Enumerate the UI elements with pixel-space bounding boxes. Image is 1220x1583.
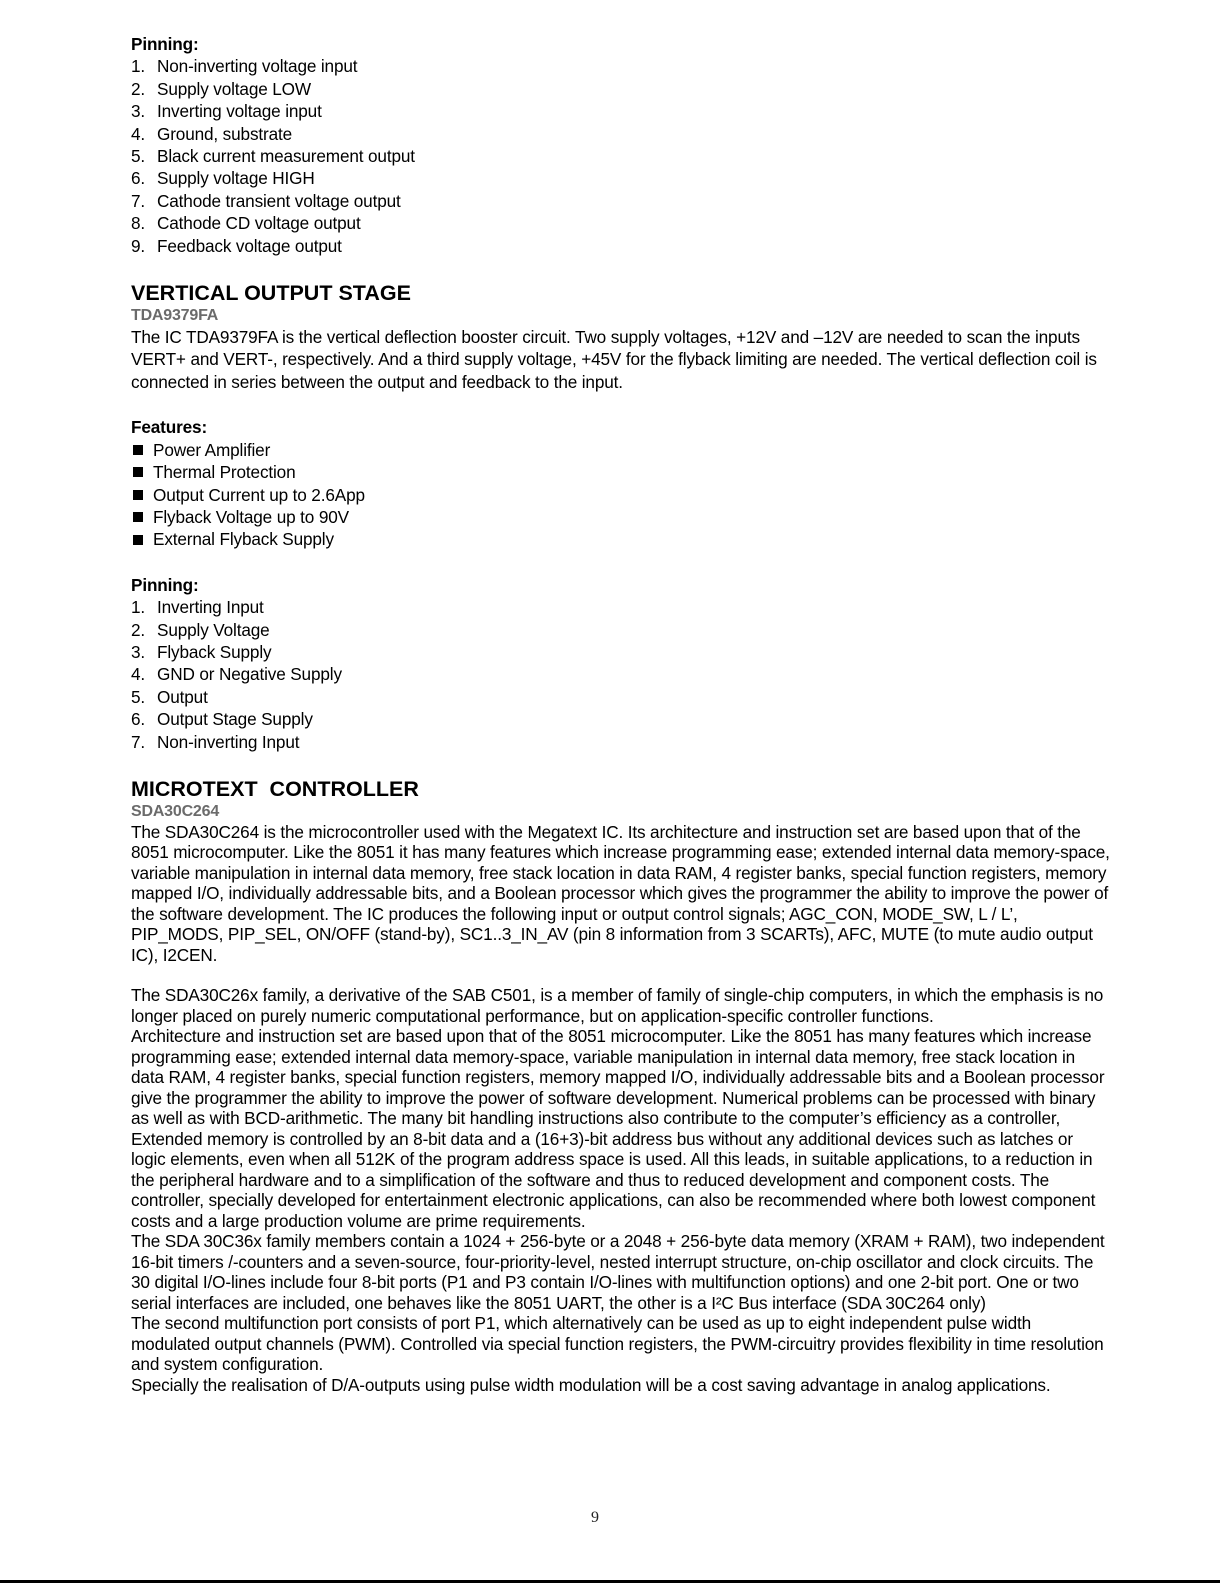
feature-item <box>131 484 1111 506</box>
pin-number: 6. <box>131 168 146 189</box>
pin-label: GND or Negative Supply <box>157 664 342 685</box>
square-bullet-icon <box>133 512 143 522</box>
pin-label: Non-inverting Input <box>157 731 300 752</box>
pin-number: 5. <box>131 686 146 707</box>
section-subtitle: TDA9379FA <box>131 307 219 325</box>
pin-item <box>131 190 1111 212</box>
feature-item <box>131 439 1111 461</box>
pin-label: Inverting voltage input <box>157 101 322 122</box>
pin-label: Non-inverting voltage input <box>157 56 358 77</box>
feature-item <box>131 461 1111 483</box>
pin-label: Feedback voltage output <box>157 235 342 256</box>
features-list <box>131 439 1111 551</box>
features-heading: Features: <box>131 417 208 438</box>
feature-label: Flyback Voltage up to 90V <box>153 506 349 527</box>
vertical-pinning-block <box>131 574 1111 753</box>
section-title: MICROTEXT CONTROLLER <box>131 776 419 801</box>
vertical-pinning-list <box>131 596 1111 753</box>
pin-number: 1. <box>131 56 146 77</box>
pin-label: Flyback Supply <box>157 641 272 662</box>
feature-item <box>131 506 1111 528</box>
pin-item <box>131 708 1111 730</box>
pin-item <box>131 55 1111 77</box>
pin-label: Cathode transient voltage output <box>157 190 401 211</box>
pin-item <box>131 619 1111 641</box>
pin-label: Supply Voltage <box>157 619 270 640</box>
features-block <box>131 416 1111 550</box>
pin-number: 7. <box>131 190 146 211</box>
microtext-controller-section <box>131 776 1111 1396</box>
spacer <box>131 753 1111 776</box>
feature-label: Thermal Protection <box>153 462 296 483</box>
pin-item <box>131 167 1111 189</box>
top-pinning-list <box>131 55 1111 257</box>
document-page <box>131 33 1111 1395</box>
spacer <box>131 551 1111 574</box>
pin-item <box>131 731 1111 753</box>
pinning-heading: Pinning: <box>131 34 199 54</box>
pin-number: 9. <box>131 235 146 256</box>
paragraph: Architecture and instruction set are based upon that of the 8051 microcomputer. Like the 8051 has many features which increase programming ease; extended internal data memory-space, variable manipulation in internal data memory, free stack location in data RAM, 4 register banks, special function registers, memory mapped I/O, individually addressable bits and a Boolean processor give the programmer the ability to improve the power of software development. Numerical problems can be processed with binary as well as with BCD-arithmetic. The many bit handling instructions also contribute to the computer’s efficiency as a controller, Extended memory is controlled by an 8-bit data and a (16+3)-bit address bus without any additional devices such as latches or logic elements, even when all 512K of the program address space is used. All this leads, in suitable applications, to a reduction in the peripheral hardware and to a simplification of the software and thus to reduced development and component costs. The controller, specially developed for entertainment electronic applications, can also be recommended where both lowest component costs and a large production volume are prime requirements. <box>131 1026 1105 1231</box>
pin-number: 8. <box>131 213 146 234</box>
pin-label: Output Stage Supply <box>157 709 313 730</box>
page-number: 9 <box>591 1509 599 1526</box>
pin-label: Supply voltage HIGH <box>157 168 315 189</box>
pin-item <box>131 212 1111 234</box>
pin-number: 4. <box>131 123 146 144</box>
spacer <box>131 965 1111 985</box>
pin-item <box>131 235 1111 257</box>
feature-label: Power Amplifier <box>153 439 271 460</box>
pin-item <box>131 663 1111 685</box>
spacer <box>131 393 1111 416</box>
pin-label: Black current measurement output <box>157 146 415 167</box>
pinning-heading: Pinning: <box>131 574 199 595</box>
pin-label: Inverting Input <box>157 597 264 618</box>
pin-item <box>131 145 1111 167</box>
square-bullet-icon <box>133 445 143 455</box>
square-bullet-icon <box>133 535 143 545</box>
pin-item <box>131 78 1111 100</box>
pin-number: 7. <box>131 731 146 752</box>
pin-item <box>131 596 1111 618</box>
paragraph: The second multifunction port consists of port P1, which alternatively can be used as up to eight independent pulse width modulated output channels (PWM). Controlled via special function registers, the PWM-circuitry provides flexibility in time resolution and system configuration. <box>131 1313 1104 1375</box>
spacer <box>131 257 1111 280</box>
pin-number: 3. <box>131 101 146 122</box>
vertical-output-stage-section <box>131 280 1111 753</box>
top-pinning-block <box>131 33 1111 257</box>
pin-label: Supply voltage LOW <box>157 78 311 99</box>
pin-label: Cathode CD voltage output <box>157 213 361 234</box>
pin-number: 5. <box>131 146 146 167</box>
pin-number: 6. <box>131 709 146 730</box>
pin-item <box>131 100 1111 122</box>
pin-number: 2. <box>131 619 146 640</box>
square-bullet-icon <box>133 490 143 500</box>
square-bullet-icon <box>133 467 143 477</box>
feature-item <box>131 528 1111 550</box>
pin-number: 4. <box>131 664 146 685</box>
pin-item <box>131 641 1111 663</box>
pin-label: Ground, substrate <box>157 123 293 144</box>
paragraph: Specially the realisation of D/A-outputs using pulse width modulation will be a cost saving advantage in analog applications. <box>131 1374 1051 1395</box>
section-subtitle: SDA30C264 <box>131 802 220 820</box>
pin-label: Output <box>157 686 208 707</box>
pin-number: 2. <box>131 78 146 99</box>
section-title: VERTICAL OUTPUT STAGE <box>131 281 411 306</box>
feature-label: Output Current up to 2.6App <box>153 484 365 505</box>
pin-number: 1. <box>131 597 146 618</box>
pin-item <box>131 686 1111 708</box>
feature-label: External Flyback Supply <box>153 529 334 550</box>
paragraph: The SDA30C264 is the microcontroller used with the Megatext IC. Its architecture and instruction set are based upon that of the 8051 microcomputer. Like the 8051 it has many features which increase programming ease; extended internal data memory-space, variable manipulation in internal data memory, free stack location in data RAM, 4 register banks, special function registers, memory mapped I/O, individually addressable bits, and a Boolean processor which gives the programmer the ability to improve the power of the software development. The IC produces the following input or output control signals; AGC_CON, MODE_SW, L / L’, PIP_MODS, PIP_SEL, ON/OFF (stand-by), SC1..3_IN_AV (pin 8 information from 3 SCARTs), AFC, MUTE (to mute audio output IC), I2CEN. <box>131 821 1110 965</box>
pin-item <box>131 123 1111 145</box>
pin-number: 3. <box>131 641 146 662</box>
section-description: The IC TDA9379FA is the vertical deflection booster circuit. Two supply voltages, +12V and –12V are needed to scan the inputs VERT+ and VERT-, respectively. And a third supply voltage, +45V for the flyback limiting are needed. The vertical deflection coil is connected in series between the output and feedback to the input. <box>131 327 1097 392</box>
paragraph: The SDA30C26x family, a derivative of the SAB C501, is a member of family of single-chip computers, in which the emphasis is no longer placed on purely numeric computational performance, but on application-specific controller functions. <box>131 985 1104 1026</box>
paragraph: The SDA 30C36x family members contain a 1024 + 256-byte or a 2048 + 256-byte data memory (XRAM + RAM), two independent 16-bit timers /-counters and a seven-source, four-priority-level, nested interrupt structure, on-chip oscillator and clock circuits. The 30 digital I/O-lines include four 8-bit ports (P1 and P3 contain I/O-lines with multifunction options) and one 2-bit port. One or two serial interfaces are included, one behaves like the 8051 UART, the other is a I²C Bus interface (SDA 30C264 only) <box>131 1231 1105 1313</box>
